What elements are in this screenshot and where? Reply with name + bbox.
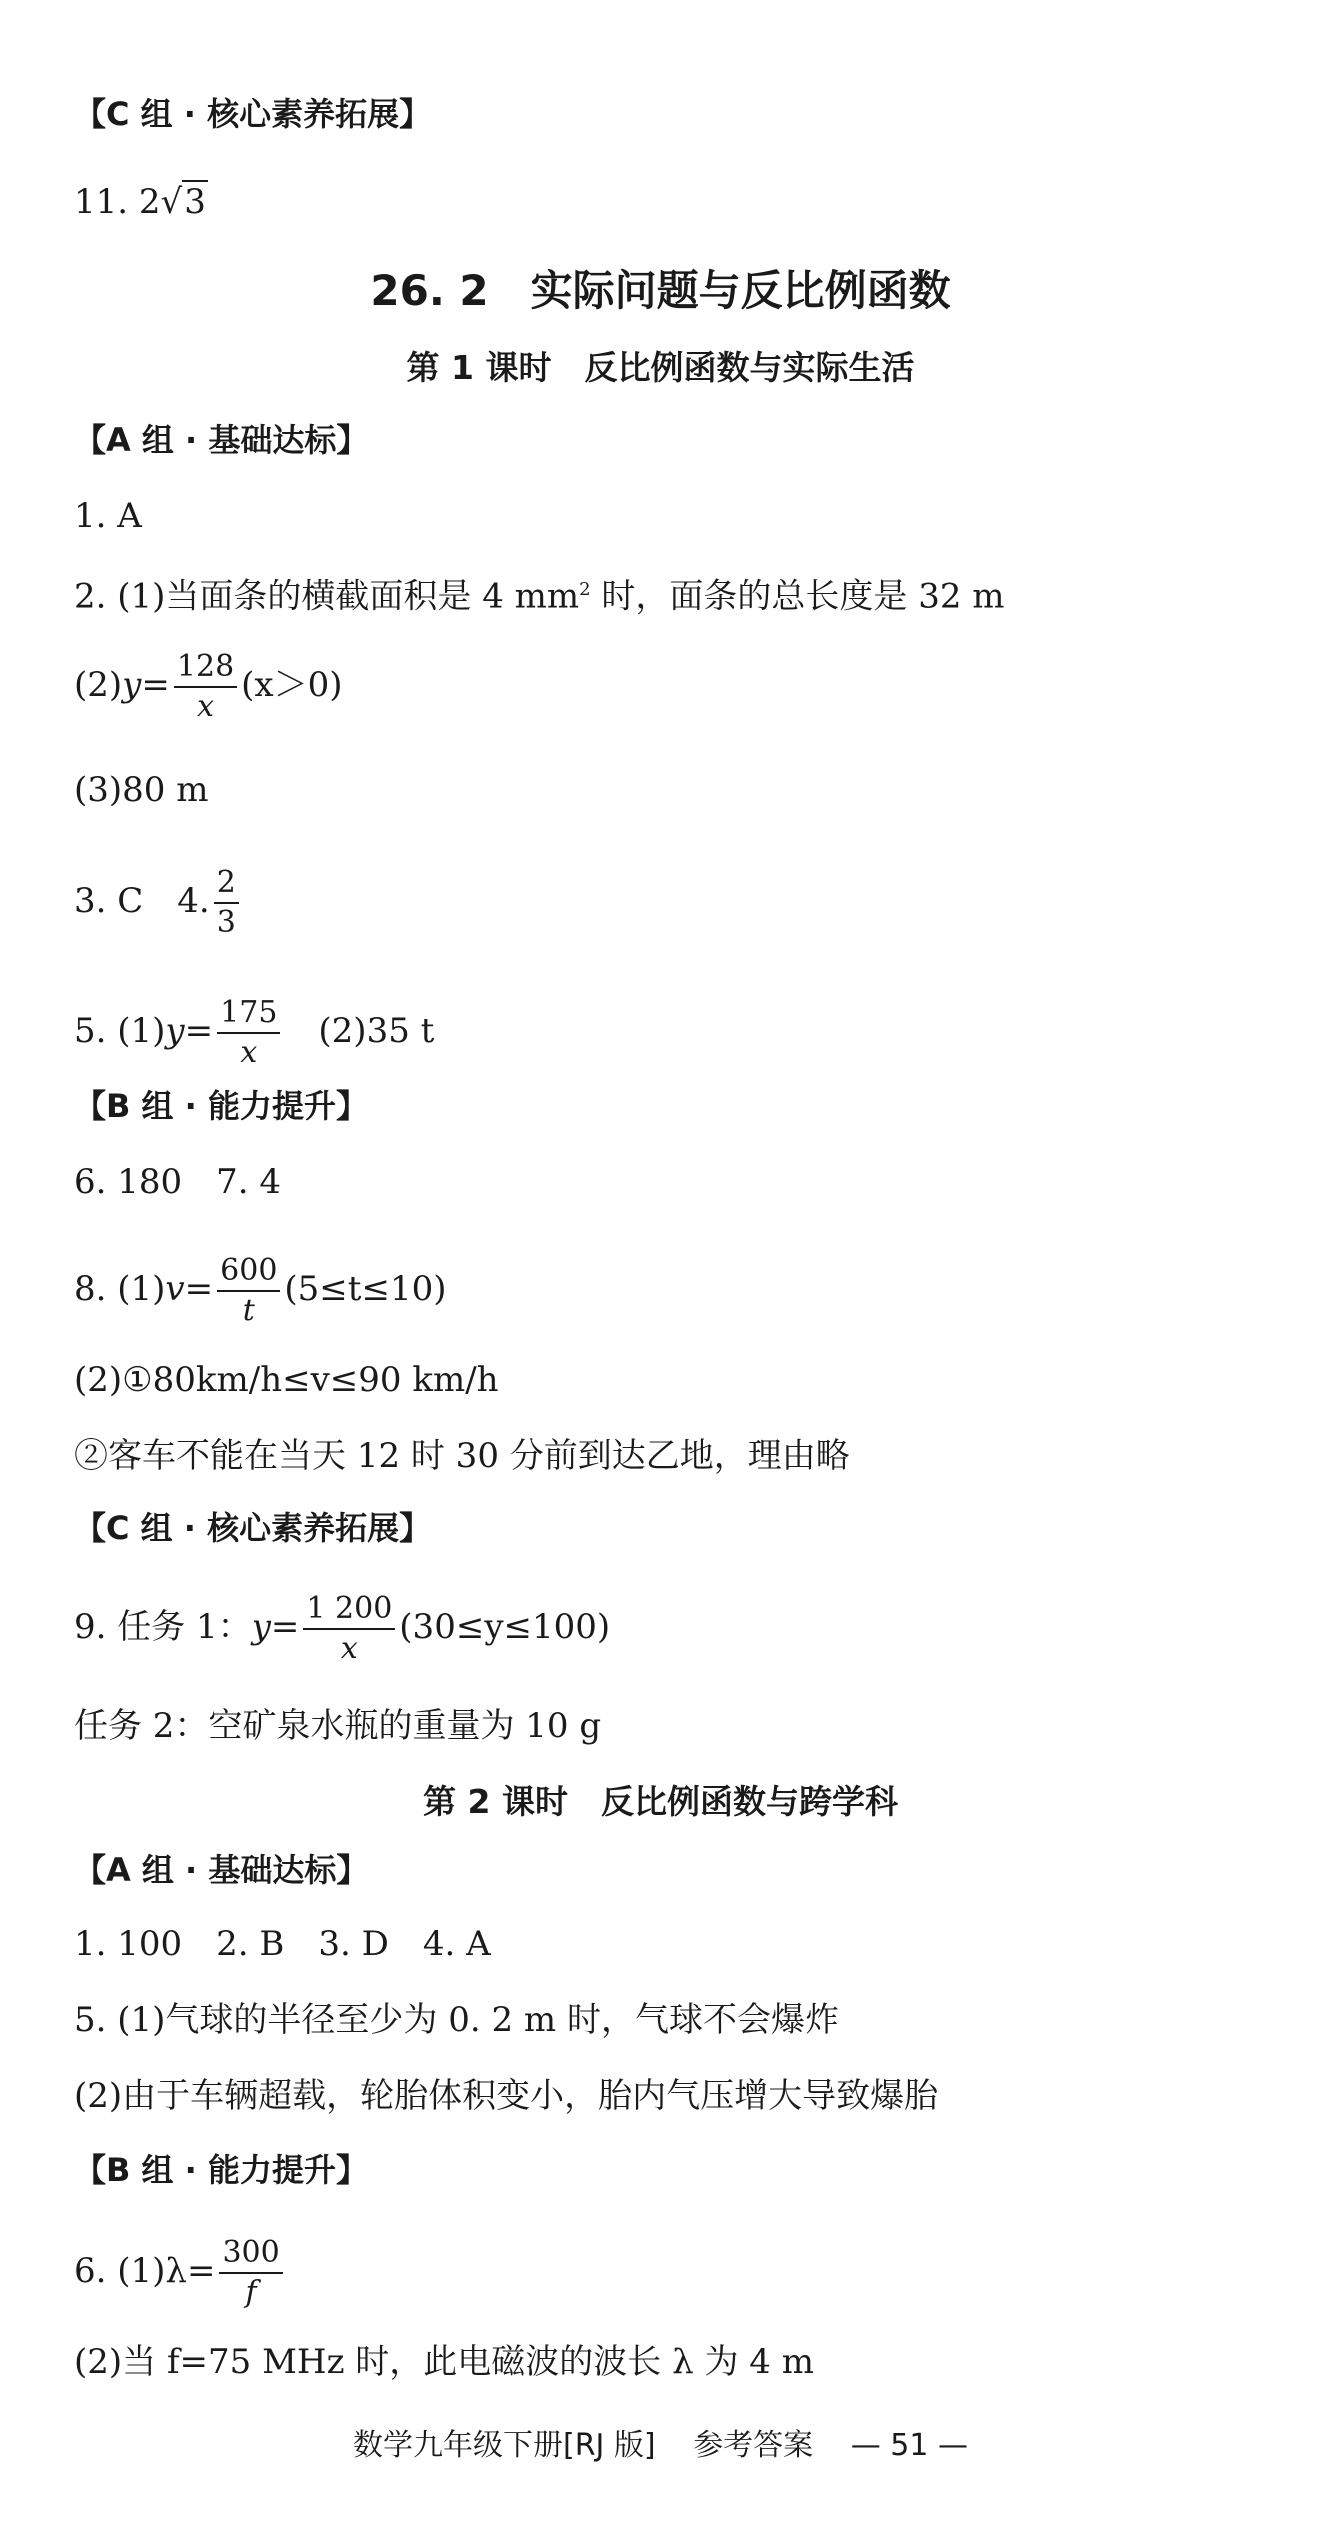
section-title: 26. 2 实际问题与反比例函数 <box>370 266 951 315</box>
lesson2-group-b-heading: 【B 组 · 能力提升】 <box>74 2151 368 2189</box>
page-footer <box>0 2420 1321 2464</box>
lesson1-answer-9-task1: 9. 任务 1：y= $\frac{1 200}{x}$ (30≤y≤100) <box>74 1591 611 1666</box>
lesson2-answer-5-1: 5. (1)气球的半径至少为 0. 2 m 时，气球不会爆炸 <box>74 2000 839 2040</box>
lesson1-title: 第 1 课时 反比例函数与实际生活 <box>406 348 915 387</box>
fraction: $\frac{600}{t}$ <box>217 1256 280 1326</box>
lesson1-answer-2-3: (3)80 m <box>74 770 209 810</box>
lesson1-answer-3-4: 3. C 4. $\frac{2}{3}$ <box>74 868 243 938</box>
sqrt-symbol: √3 <box>160 182 206 222</box>
fraction: $\frac{128}{x}$ <box>174 652 237 722</box>
lesson1-answer-2-1: 2. (1)当面条的横截面积是 4 $mm^2$ 时，面条的总长度是 32 m <box>74 576 1005 617</box>
lesson2-answer-5-2: (2)由于车辆超载，轮胎体积变小，胎内气压增大导致爆胎 <box>74 2076 939 2116</box>
lesson2-title: 第 2 课时 反比例函数与跨学科 <box>423 1782 898 1821</box>
lesson2-answer-6-2: (2)当 f=75 MHz 时，此电磁波的波长 λ 为 4 m <box>74 2342 814 2382</box>
lesson1-group-c-heading: 【C 组 · 核心素养拓展】 <box>74 1509 432 1547</box>
fraction: $\frac{175}{x}$ <box>217 998 280 1068</box>
lesson1-answer-8-2: (2)①80km/h≤v≤90 km/h <box>74 1360 499 1400</box>
lesson1-answer-2-2: (2)y= $\frac{128}{x}$ (x＞0) <box>74 649 343 724</box>
lesson1-group-a-heading: 【A 组 · 基础达标】 <box>74 421 369 459</box>
lesson1-answer-5: 5. (1)y= $\frac{175}{x}$ (2)35 t <box>74 995 435 1070</box>
answer-11: 11. 2√3 <box>74 182 206 222</box>
group-c-heading-top: 【C 组 · 核心素养拓展】 <box>74 95 432 133</box>
fraction: $\frac{300}{f}$ <box>219 2238 282 2308</box>
lesson1-answer-6-7: 6. 180 7. 4 <box>74 1162 282 1202</box>
footer-label: 参考答案 <box>693 2428 814 2463</box>
page-number: — 51 — <box>850 2428 968 2463</box>
lesson2-answer-6-1: 6. (1)λ= $\frac{300}{f}$ <box>74 2238 287 2308</box>
lesson1-answer-9-task2: 任务 2：空矿泉水瓶的重量为 10 g <box>74 1706 602 1746</box>
lesson1-group-b-heading: 【B 组 · 能力提升】 <box>74 1087 368 1125</box>
lesson1-answer-8-3: ②客车不能在当天 12 时 30 分前到达乙地，理由略 <box>74 1436 850 1476</box>
footer-book: 数学九年级下册[RJ 版] <box>353 2428 656 2463</box>
lesson1-answer-8-1: 8. (1)v= $\frac{600}{t}$ (5≤t≤10) <box>74 1253 447 1328</box>
lesson2-answer-1-4: 1. 100 2. B 3. D 4. A <box>74 1924 491 1964</box>
fraction: $\frac{1 200}{x}$ <box>303 1594 395 1664</box>
lesson2-group-a-heading: 【A 组 · 基础达标】 <box>74 1851 369 1889</box>
lesson1-answer-1: 1. A <box>74 496 142 536</box>
fraction: $\frac{2}{3}$ <box>214 868 239 938</box>
